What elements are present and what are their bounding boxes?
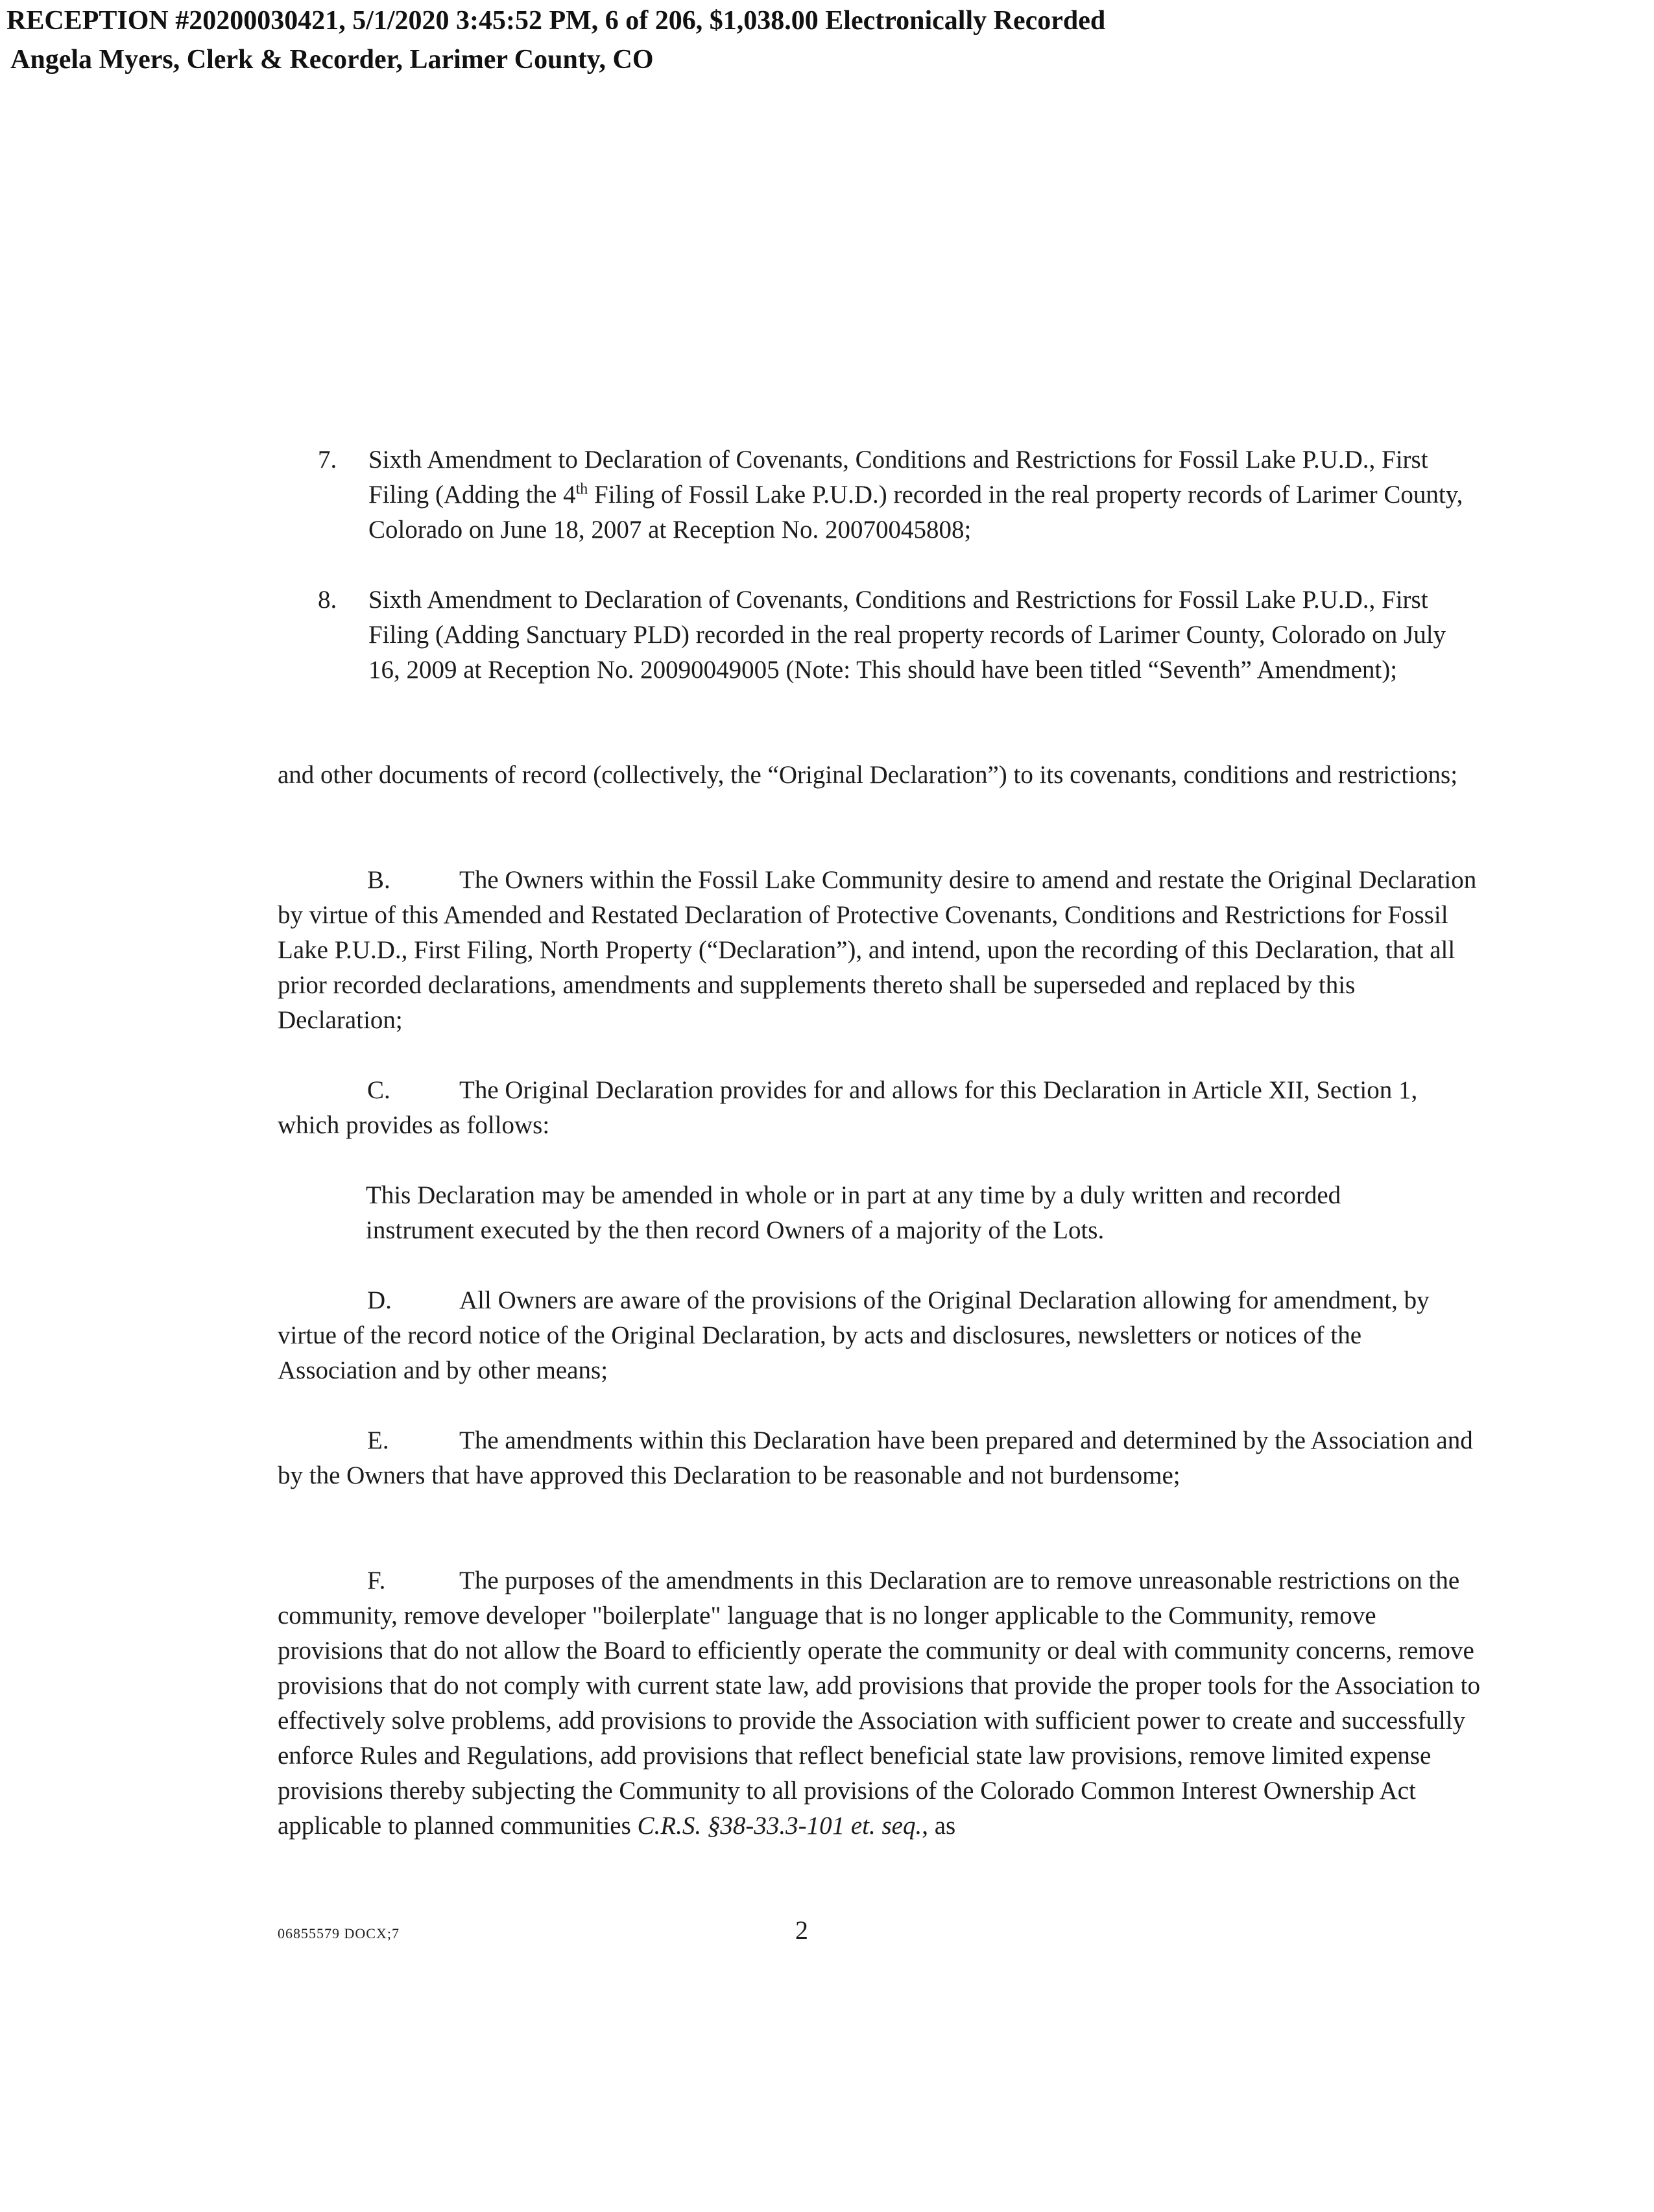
recital-letter: B. xyxy=(367,866,390,894)
recital-c xyxy=(278,1073,1484,1143)
quoted-provision: This Declaration may be amended in whole or in part at any time by a duly written and recorded instrument executed by the then record Owners of a majority of the Lots. xyxy=(366,1181,1341,1244)
recording-header xyxy=(6,1,1105,79)
document-code: 06855579 DOCX;7 xyxy=(278,1925,400,1942)
page-number: 2 xyxy=(795,1916,808,1945)
recital-text: The Original Declaration provides for and allows for this Declaration in Article XII, Section 1, which provides as follows: xyxy=(278,1076,1418,1139)
list-item-text: Sixth Amendment to Declaration of Covenants, Conditions and Restrictions for Fossil Lake P.U.D., First Filing (Adding the 4th Filing of Fossil Lake P.U.D.) recorded in the real property records of Larimer County, Colorado on June 18, 2007 at Reception No. 20070045808; xyxy=(368,446,1463,544)
recital-letter: F. xyxy=(367,1567,386,1594)
statute-citation: C.R.S. §38-33.3-101 et. seq. xyxy=(637,1812,922,1840)
list-item-number: 8. xyxy=(318,586,337,614)
list-item-8 xyxy=(318,583,1479,688)
recital-letter: D. xyxy=(367,1286,392,1314)
recital-f xyxy=(278,1563,1484,1844)
recorder-line: Angela Myers, Clerk & Recorder, Larimer County, CO xyxy=(10,45,654,75)
recital-e xyxy=(278,1423,1484,1493)
recital-text: All Owners are aware of the provisions of the Original Declaration allowing for amendment, by virtue of the record notice of the Original Declaration, by acts and disclosures, newsletters or notices of the Association and by other means; xyxy=(278,1286,1430,1384)
reception-line: RECEPTION #20200030421, 5/1/2020 3:45:52 PM, 6 of 206, $1,038.00 Electronically Recorded xyxy=(6,6,1106,36)
recital-text-end: , as xyxy=(922,1812,956,1840)
recital-letter: E. xyxy=(367,1426,389,1454)
list-item-7 xyxy=(318,442,1479,547)
recital-letter: C. xyxy=(367,1076,390,1104)
recital-text: The purposes of the amendments in this Declaration are to remove unreasonable restrictions on the community, remove developer "boilerplate" language that is no longer applicable to the Community, remove provisions that do not allow the Board to efficiently operate the community or deal with community concerns, remove provisions that do not comply with current state law, add provisions that provide the proper tools for the Association to effectively solve problems, add provisions to provide the Association with sufficient power to create and successfully enforce Rules and Regulations, add provisions that reflect beneficial state law provisions, remove limited expense provisions thereby subjecting the Community to all provisions of the Colorado Common Interest Ownership Act applicable to planned communities xyxy=(278,1567,1480,1840)
intro-paragraph: and other documents of record (collectively, the “Original Declaration”) to its covenants, conditions and restrictions; xyxy=(278,761,1458,789)
recital-d xyxy=(278,1283,1484,1388)
list-item-number: 7. xyxy=(318,446,337,474)
recital-b xyxy=(278,863,1484,1038)
recital-text: The Owners within the Fossil Lake Community desire to amend and restate the Original Declaration by virtue of this Amended and Restated Declaration of Protective Covenants, Conditions and Restrictions for Fossil Lake P.U.D., First Filing, North Property (“Declaration”), and intend, upon the recording of this Declaration, that all prior recorded declarations, amendments and supplements thereto shall be superseded and replaced by this Declaration; xyxy=(278,866,1477,1034)
recital-text: The amendments within this Declaration have been prepared and determined by the Association and by the Owners that have approved this Declaration to be reasonable and not burdensome; xyxy=(278,1426,1473,1489)
list-item-text: Sixth Amendment to Declaration of Covenants, Conditions and Restrictions for Fossil Lake P.U.D., First Filing (Adding Sanctuary PLD) recorded in the real property records of Larimer County, Colorado on July 16, 2009 at Reception No. 20090049005 (Note: This should have been titled “Seventh” Amendment); xyxy=(368,586,1446,684)
